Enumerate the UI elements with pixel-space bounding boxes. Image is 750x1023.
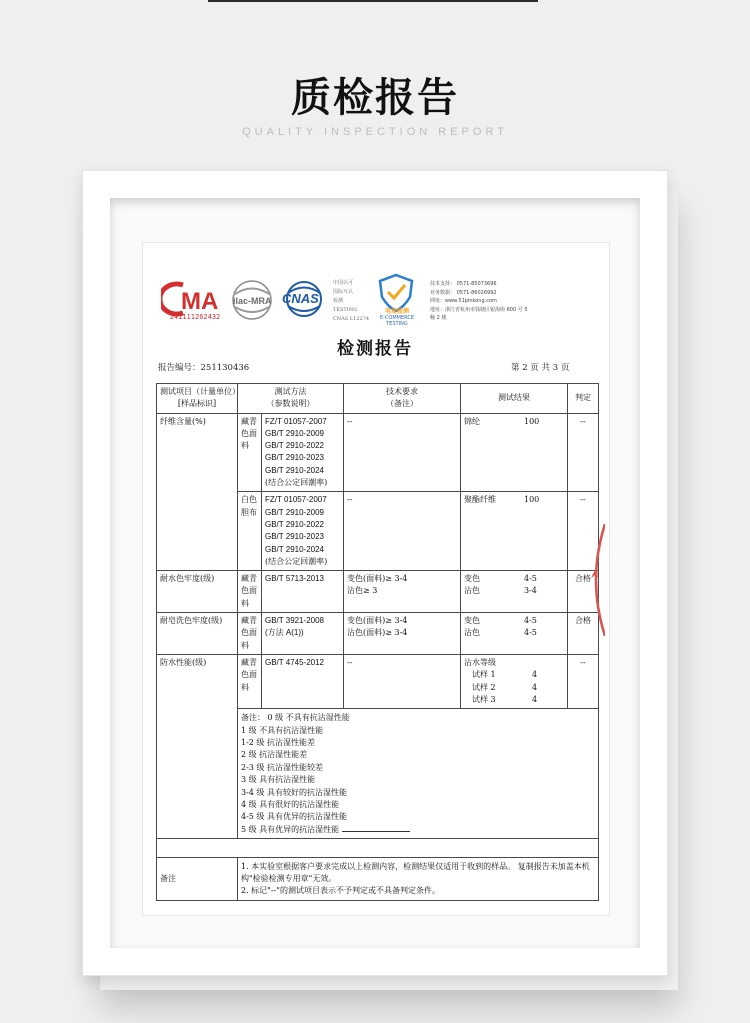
- table-row: [157, 413, 599, 492]
- row-item: 耐皂洗色牢度(级): [157, 613, 238, 655]
- row-sample: 藏青 色面 料: [238, 654, 262, 708]
- remarks-row: [157, 858, 599, 901]
- row-method: GB/T 3921-2008 (方法 A(1)): [262, 613, 344, 655]
- row-method: FZ/T 01057-2007 GB/T 2910-2009 GB/T 2910-2022 GB/T 2910-2023 GB/T 2910-2024 (结合公定回潮率): [262, 492, 344, 571]
- cma-serial: 241111262432: [169, 313, 221, 321]
- header-method: 测试方法 （参数说明）: [238, 384, 344, 414]
- lab-contact-info: 技术支持： 0571-85073696 业务数据： 0571-86026992 网址：www.51pinkong.com 地址：浙江省杭州市钱塘区银海街 600 号 5 幢 2 楼: [430, 281, 528, 322]
- row-verdict: 合格: [568, 571, 599, 613]
- row-sample: 藏青 色面 料: [238, 613, 262, 655]
- row-result: 变色 4-5 沾色 4-5: [461, 613, 568, 655]
- header-result: 测试结果: [461, 384, 568, 414]
- row-sample: 藏青 色面 料: [238, 571, 262, 613]
- row-requirement: --: [344, 492, 461, 571]
- page-indicator: 第 2 页 共 3 页: [511, 363, 570, 373]
- header-item: 测试项目（计量单位） [样品标识]: [157, 384, 238, 414]
- test-results-table: [156, 383, 599, 901]
- top-rule: [208, 0, 538, 2]
- row-verdict: --: [568, 492, 599, 571]
- table-row: [157, 571, 599, 613]
- row-item: 防水性能(级): [157, 654, 238, 838]
- cnas-logo-text: CNAS: [282, 291, 319, 306]
- row-requirement: 变色(面料)≥ 3-4 沾色(面料)≥ 3-4: [344, 613, 461, 655]
- cnas-logo-icon: [279, 280, 329, 318]
- remarks-label: 备注: [157, 858, 238, 901]
- row-result: 锦纶 100: [461, 413, 568, 492]
- row-verdict: --: [568, 654, 599, 708]
- row-sample: 白色 胆布: [238, 492, 262, 571]
- ilac-logo-text: ilac-MRA: [233, 296, 272, 306]
- header-verdict: 判定: [568, 384, 599, 414]
- row-method: GB/T 4745-2012: [262, 654, 344, 708]
- remarks-content: 1. 本实验室根据客户要求完成以上检测内容，检测结果仅适用于收到的样品。 复制报告未加盖本机构"检验检测专用章"无效。 2. 标记"--"的测试项目表示不予判定或不具备判定条件。: [238, 858, 599, 901]
- table-header-row: [157, 384, 599, 414]
- row-requirement: --: [344, 654, 461, 708]
- row-method: GB/T 5713-2013: [262, 571, 344, 613]
- row-result: 沾水等级 试样 1 4 试样 2 4 试样 3 4: [461, 654, 568, 708]
- row-result: 变色 4-5 沾色 3-4: [461, 571, 568, 613]
- blank-row: [157, 839, 599, 858]
- row-verdict: 合格: [568, 613, 599, 655]
- header-requirement: 技术要求 （备注）: [344, 384, 461, 414]
- report-number: 报告编号：251130436: [158, 363, 250, 373]
- accreditation-text: 中国认可 国际互认 检测 TESTING CNAS L12274: [333, 280, 370, 322]
- row-item: 纤维含量(%): [157, 413, 238, 571]
- grade-notes: 备注： 0 级 不具有抗沾湿性能 1 级 不具有抗沾湿性能 1-2 级 抗沾湿性能差 2 级 抗沾湿性能差 2-3 级 抗沾湿性能较差 3 级 具有抗沾湿性能 3-4 级 具有较好的抗沾湿性能 4 级 具有很好的抗沾湿性能 4-5 级 具有优异的抗沾湿性能 5 级 具有优异的抗沾湿性能: [238, 709, 599, 839]
- report-title: 检测报告: [337, 339, 413, 359]
- row-item: 耐水色牢度(级): [157, 571, 238, 613]
- row-method: FZ/T 01057-2007 GB/T 2910-2009 GB/T 2910-2022 GB/T 2910-2023 GB/T 2910-2024 (结合公定回潮率): [262, 413, 344, 492]
- ecommerce-testing-shield-icon: [374, 273, 418, 313]
- row-requirement: 变色(面料)≥ 3-4 沾色≥ 3: [344, 571, 461, 613]
- cma-logo-text: MA: [181, 288, 219, 315]
- page-subtitle: QUALITY INSPECTION REPORT: [242, 126, 508, 138]
- table-row: [157, 613, 599, 655]
- page-title: 质检报告: [291, 75, 459, 121]
- row-verdict: --: [568, 413, 599, 492]
- ilac-mra-logo-icon: [230, 279, 274, 321]
- row-sample: 藏青 色面 料: [238, 413, 262, 492]
- row-result: 聚酯纤维 100: [461, 492, 568, 571]
- row-requirement: --: [344, 413, 461, 492]
- table-row: [157, 654, 599, 708]
- ecommerce-testing-caption: 电商检测 E-COMMERCE TESTING: [379, 308, 415, 327]
- inspection-stamp-icon: [585, 520, 605, 640]
- signature-line: [342, 831, 410, 832]
- blank-cell: [157, 839, 599, 858]
